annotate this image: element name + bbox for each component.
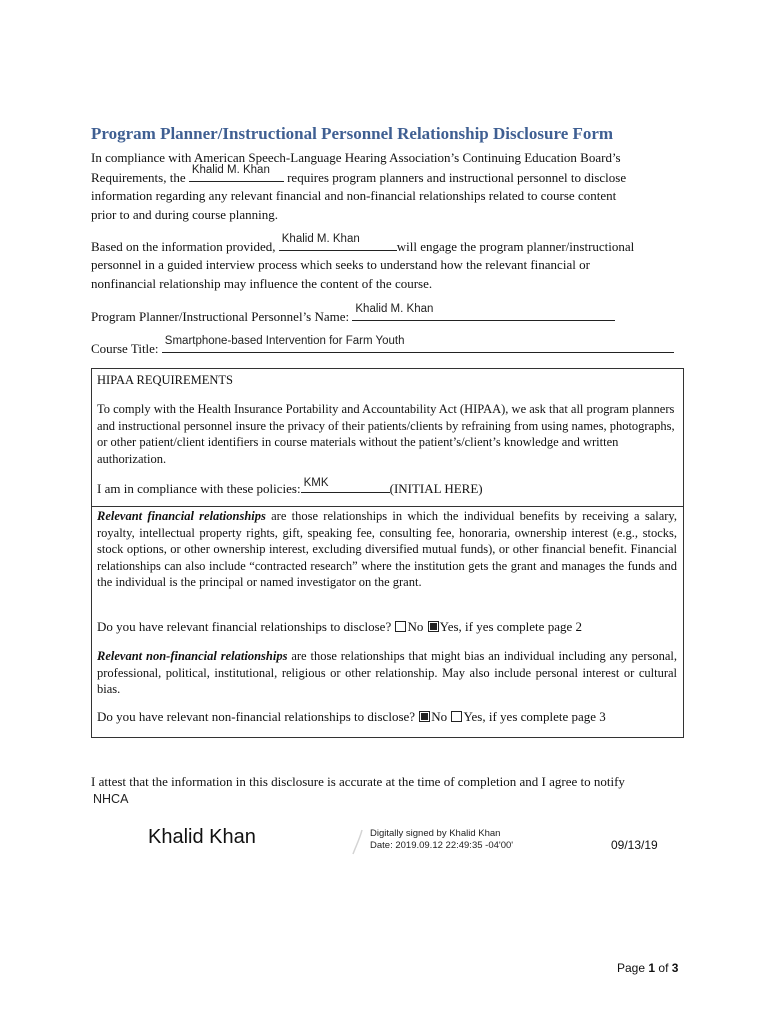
financial-question: Do you have relevant financial relationships to disclose? [97, 619, 392, 634]
nonfinancial-no-checkbox[interactable] [419, 711, 430, 722]
attest-text: I attest that the information in this disclosure is accurate at the time of completion and I agree to notify [91, 774, 625, 789]
hipaa-compliance-label: I am in compliance with these policies: [97, 481, 301, 496]
course-field[interactable] [162, 335, 674, 353]
name-field-value: Khalid M. Khan [355, 303, 434, 315]
page-of-label: of [658, 961, 669, 975]
signature-mark-icon [350, 828, 368, 856]
nonfinancial-yes-checkbox[interactable] [451, 711, 462, 722]
digital-signature-signer: Digitally signed by Khalid Khan [370, 828, 501, 839]
financial-yes-label: Yes, if yes complete page 2 [439, 619, 582, 634]
financial-no-label: No [407, 619, 424, 634]
course-field-value: Smartphone-based Intervention for Farm Youth [164, 335, 405, 347]
financial-question-row [97, 619, 677, 636]
nonfinancial-paragraph [97, 648, 677, 698]
nonfinancial-no-label: No [431, 709, 448, 724]
nonfinancial-question-row [97, 709, 677, 726]
intro-line-1: In compliance with American Speech-Language Hearing Association’s Continuing Education Board’s [91, 150, 621, 165]
hipaa-body: To comply with the Health Insurance Portability and Accountability Act (HIPAA), we ask that all program planners and instructional personnel insure the privacy of their patients/clients by refraining from using names, photographs, or other patient/client identifiers in course materials without the patient’s/client’s knowledge and written authorization. [97, 402, 675, 466]
intro-line-4: prior to and during course planning. [91, 207, 279, 222]
intro-line-3: information regarding any relevant financial and non-financial relationships related to course content [91, 188, 617, 203]
financial-body: are those relationships in which the individual benefits by receiving a salary, royalty, intellectual property rights, gift, speaking fee, consulting fee, honoraria, ownership interest (e.g., stocks, stock options, or other ownership interest, excluding diversified mutual funds), or other financial benefit. Financial relationships can also include “contracted research” where the institution gets the grant and manages the funds and the individual is the principal or named investigator on the grant. [97, 509, 677, 589]
page-current: 1 [648, 961, 656, 975]
engage-organization-field-value: Khalid M. Khan [281, 233, 360, 245]
page-label: Page [617, 961, 646, 975]
organization-field-value: Khalid M. Khan [191, 164, 270, 176]
name-row [91, 303, 615, 326]
intro-line-2-post: requires program planners and instructional personnel to disclose [287, 170, 627, 185]
digital-signature-date: Date: 2019.09.12 22:49:35 -04'00' [370, 840, 514, 851]
engage-line-1-post: will engage the program planner/instructional [396, 239, 635, 254]
intro-line-2 [91, 164, 627, 187]
course-row [91, 335, 674, 358]
signature-name: Khalid Khan [148, 826, 256, 848]
initials-field-value: KMK [303, 476, 329, 489]
engage-line-3: nonfinancial relationship may influence the content of the course. [91, 276, 433, 291]
page-total: 3 [671, 961, 679, 975]
engage-line-2: personnel in a guided interview process which seeks to understand how the relevant financial or [91, 257, 590, 272]
initials-field[interactable] [301, 478, 390, 493]
engage-line-1 [91, 233, 635, 256]
name-label: Program Planner/Instructional Personnel’s Name: [91, 309, 350, 324]
form-title: Program Planner/Instructional Personnel Relationship Disclosure Form [91, 124, 614, 143]
financial-yes-checkbox[interactable] [428, 621, 439, 632]
hipaa-compliance-row [97, 478, 677, 498]
nonfinancial-yes-label: Yes, if yes complete page 3 [463, 709, 606, 724]
page-number [617, 961, 678, 975]
financial-no-checkbox[interactable] [395, 621, 406, 632]
hipaa-heading: HIPAA REQUIREMENTS [97, 373, 234, 387]
intro-line-2-pre: Requirements, the [91, 170, 186, 185]
digital-signature-info [370, 828, 513, 852]
nonfinancial-question: Do you have relevant non-financial relationships to disclose? [97, 709, 416, 724]
disclosure-box [91, 368, 684, 738]
engage-organization-field[interactable] [279, 233, 397, 251]
organization-field[interactable] [189, 164, 284, 182]
financial-term: Relevant financial relationships [97, 509, 266, 523]
name-field[interactable] [352, 303, 615, 321]
nonfinancial-body: are those relationships that might bias an individual including any personal, professional, political, institutional, religious or other relationship. May also include personal interest or cultural bias. [97, 649, 678, 696]
course-label: Course Title: [91, 341, 159, 356]
attest-organization: NHCA [93, 792, 129, 806]
signature-date: 09/13/19 [611, 838, 658, 852]
initial-here-label: (INITIAL HERE) [389, 481, 483, 496]
nonfinancial-term: Relevant non-financial relationships [97, 649, 288, 663]
financial-paragraph [97, 508, 677, 591]
box-divider [92, 506, 683, 507]
engage-line-1-pre: Based on the information provided, [91, 239, 276, 254]
